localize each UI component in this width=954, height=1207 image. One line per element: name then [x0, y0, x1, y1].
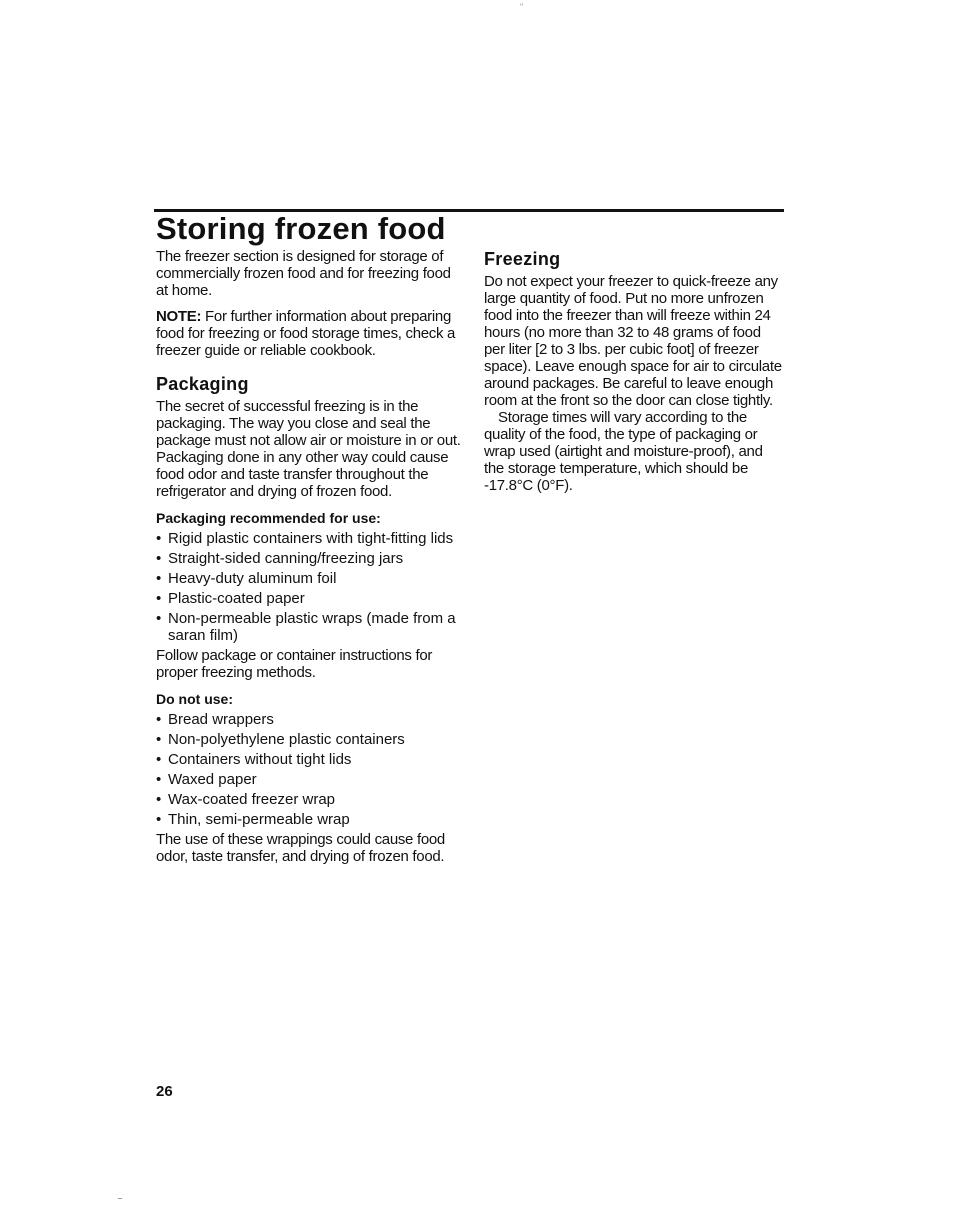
- scan-mark-bottom: [118, 1198, 122, 1199]
- page-title: Storing frozen food: [156, 211, 446, 246]
- scan-mark: ": [520, 2, 524, 12]
- list-item: • Straight-sided canning/freezing jars: [156, 550, 461, 567]
- left-column: [156, 248, 461, 865]
- list-item: • Plastic-coated paper: [156, 590, 461, 607]
- freezing-paragraph-1: Do not expect your freezer to quick-freeze any large quantity of food. Put no more unfrozen food into the freezer than will freeze within 24 hours (no more than 32 to 48 grams of food per liter [2 to 3 lbs. per cubic foot] of freezer space). Leave enough space for air to circulate around packages. Be careful to leave enough room at the front so the door can close tightly.: [484, 273, 782, 409]
- recommended-heading: Packaging recommended for use:: [156, 510, 381, 526]
- right-column: [484, 248, 784, 494]
- packaging-heading: Packaging: [156, 374, 249, 394]
- note-label: NOTE:: [156, 308, 202, 325]
- freezing-paragraph-2: Storage times will vary according to the quality of the food, the type of packaging or wrap used (airtight and moisture-proof), and the storage temperature, which should be -17.8°C (0°F).: [484, 409, 763, 494]
- intro-paragraph: The freezer section is designed for storage of commercially frozen food and for freezing food at home.: [156, 248, 451, 299]
- list-item: • Non-polyethylene plastic containers: [156, 731, 461, 748]
- note-paragraph: [156, 308, 461, 359]
- list-item: • Thin, semi-permeable wrap: [156, 811, 461, 828]
- do-not-use-list: [156, 711, 461, 828]
- list-item: • Containers without tight lids: [156, 751, 461, 768]
- list-item: • Wax-coated freezer wrap: [156, 791, 461, 808]
- list-item: • Non-permeable plastic wraps (made from a saran film): [156, 610, 461, 644]
- follow-paragraph: Follow package or container instructions for proper freezing methods.: [156, 647, 433, 681]
- page-number: 26: [156, 1083, 173, 1100]
- recommended-list: [156, 530, 461, 644]
- freezing-heading: Freezing: [484, 249, 561, 269]
- list-item: • Rigid plastic containers with tight-fitting lids: [156, 530, 461, 547]
- list-item: • Bread wrappers: [156, 711, 461, 728]
- list-item: • Waxed paper: [156, 771, 461, 788]
- closing-paragraph: The use of these wrappings could cause food odor, taste transfer, and drying of frozen food.: [156, 831, 445, 865]
- do-not-use-heading: Do not use:: [156, 691, 233, 707]
- packaging-body: The secret of successful freezing is in the packaging. The way you close and seal the package must not allow air or moisture in or out. Packaging done in any other way could cause food odor and taste transfer throughout the refrigerator and drying of frozen food.: [156, 398, 461, 500]
- list-item: • Heavy-duty aluminum foil: [156, 570, 461, 587]
- note-text: For further information about preparing food for freezing or food storage times, check a freezer guide or reliable cookbook.: [156, 308, 456, 359]
